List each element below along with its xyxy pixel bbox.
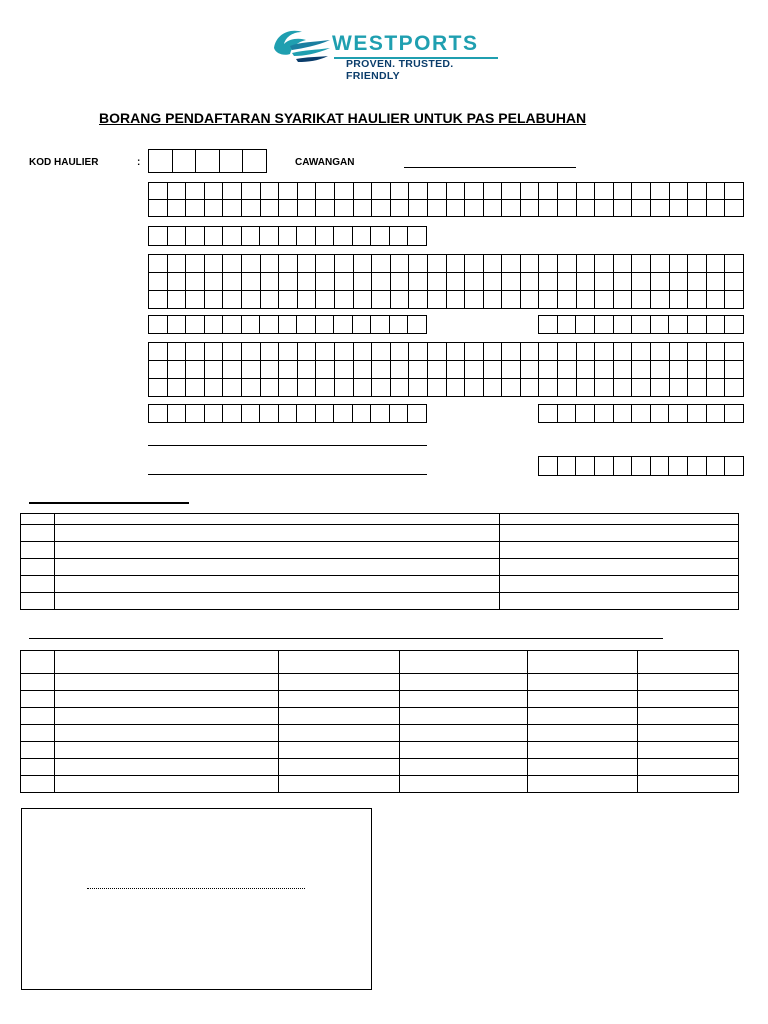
- table-row: [21, 691, 739, 708]
- kod-haulier-boxes[interactable]: [148, 149, 267, 173]
- table-2[interactable]: [20, 650, 739, 793]
- table-row: [21, 742, 739, 759]
- signature-line[interactable]: [87, 888, 305, 889]
- kod-haulier-colon: :: [137, 157, 141, 168]
- fax-boxes-2[interactable]: [538, 404, 744, 423]
- table-row: [21, 776, 739, 793]
- table-1[interactable]: [20, 513, 739, 610]
- section-heading-line-2: [29, 638, 663, 639]
- number-boxes-3[interactable]: [538, 456, 744, 476]
- table-row: [21, 542, 739, 559]
- table-row: [21, 514, 739, 525]
- cawangan-field[interactable]: [404, 167, 576, 168]
- brand-name: WESTPORTS: [332, 32, 479, 55]
- table-row: [21, 759, 739, 776]
- text-field-line-1[interactable]: [148, 445, 427, 446]
- text-field-line-2[interactable]: [148, 474, 427, 475]
- phone-boxes-2[interactable]: [148, 404, 427, 423]
- registration-no-boxes[interactable]: [148, 226, 427, 246]
- dolphin-logo-icon: [270, 26, 334, 66]
- table-row: [21, 725, 739, 742]
- westports-logo: [270, 26, 502, 82]
- phone-boxes-1[interactable]: [148, 315, 427, 334]
- table-row: [21, 576, 739, 593]
- table-row: [21, 708, 739, 725]
- company-name-grid[interactable]: [148, 182, 744, 217]
- signature-box[interactable]: [21, 808, 372, 990]
- fax-boxes-1[interactable]: [538, 315, 744, 334]
- address-grid-2[interactable]: [148, 342, 744, 397]
- table-row: [21, 593, 739, 610]
- cawangan-label: CAWANGAN: [295, 157, 355, 168]
- table-header-row: [21, 651, 739, 674]
- address-grid-1[interactable]: [148, 254, 744, 309]
- table-row: [21, 525, 739, 542]
- section-heading-line-1: [29, 502, 189, 504]
- kod-haulier-label: KOD HAULIER: [29, 157, 99, 168]
- table-row: [21, 559, 739, 576]
- brand-tagline: PROVEN. TRUSTED. FRIENDLY: [346, 58, 454, 82]
- table-row: [21, 674, 739, 691]
- form-title: BORANG PENDAFTARAN SYARIKAT HAULIER UNTUK PAS PELABUHAN: [99, 110, 587, 126]
